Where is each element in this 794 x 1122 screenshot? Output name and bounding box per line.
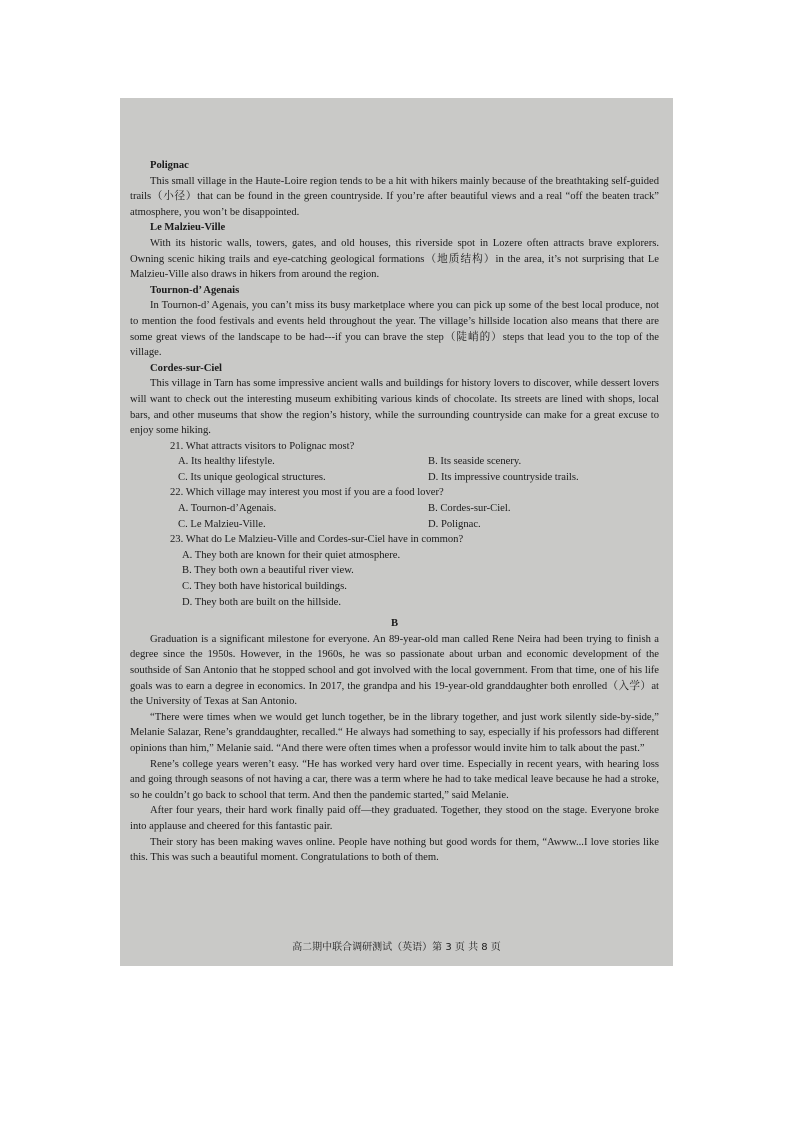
section-paragraph: Graduation is a significant milestone for everyone. An 89-year-old man called Rene Neira had been trying to finish a degree since the 1950s. However, in the 1960s, he was so passionate about urban and economic development of the southside of San Antonio that he stopped school and got involved with the local government. From that time, one of his life goals was to earn a degree in economics. In 2017, the grandpa and his 19-year-old granddaughter both enrolled（入学）at the University of Texas at San Antonio. — [130, 633, 659, 708]
option-a: A. They both are known for their quiet atmosphere. — [182, 549, 401, 561]
section-heading: Le Malzieu-Ville — [150, 222, 226, 234]
option-row — [178, 470, 659, 486]
exam-page — [120, 98, 673, 966]
section-paragraph: This village in Tarn has some impressive ancient walls and buildings for history lovers to discover, while dessert lovers will want to check out the interesting museum exhibiting various kinds of chocolate. Its streets are lined with shops, local bars, and other museums that show the region’s history, while the surrounding countryside can make for a great excuse to enjoy some hiking. — [130, 378, 659, 437]
option-b: B. They both own a beautiful river view. — [182, 565, 354, 577]
option-row — [178, 517, 659, 533]
section-paragraph: After four years, their hard work finally paid off—they graduated. Together, they stood on the stage. Everyone broke into applause and cheered for this fantastic pair. — [130, 805, 659, 832]
section-paragraph: Rene’s college years weren’t easy. “He has worked very hard over time. Especially in recent years, with hearing loss and going through seasons of not having a car, there was a term where he had to take medical leave because he had a stroke, so he couldn’t go back to school that term. And then the pandemic started,” said Melanie. — [130, 758, 659, 801]
question-23 — [130, 532, 659, 610]
section-heading: Polignac — [150, 160, 189, 171]
section-heading: Tournon-d’ Agenais — [150, 284, 240, 296]
section-paragraph: “There were times when we would get lunch together, be in the library together, and just work silently side-by-side,” Melanie Salazar, Rene’s granddaughter, recalled.“ He always had something to say, especially if his professors had different opinions than him,” Melanie said. “And there were often times when a professor would invite him to talk about the past.” — [130, 711, 659, 754]
question-21 — [130, 439, 659, 486]
option-row — [178, 454, 659, 470]
question-stem: 23. What do Le Malzieu-Ville and Cordes-sur-Ciel have in common? — [170, 534, 464, 546]
option-c: C. They both have historical buildings. — [182, 581, 347, 593]
section-paragraph: With its historic walls, towers, gates, and old houses, this riverside spot in Lozere often attracts brave explorers. Owning scenic hiking trails and eye-catching geological formations（地质结构）in the area, it’s not surprising that Le Malzieu-Ville also draws in hikers from around the region. — [130, 237, 659, 281]
question-stem: 22. Which village may interest you most if you are a food lover? — [170, 487, 444, 499]
page-footer: 高二期中联合调研测试（英语）第 3 页 共 8 页 — [292, 942, 501, 954]
passage-a — [130, 158, 659, 439]
option-b: B. Its seaside scenery. — [428, 456, 522, 468]
option-b: B. Cordes-sur-Ciel. — [428, 503, 511, 515]
option-row — [178, 501, 659, 517]
option-a: A. Tournon-d’Agenais. — [178, 503, 277, 515]
option-c: C. Le Malzieu-Ville. — [178, 518, 266, 530]
option-d: D. Its impressive countryside trails. — [428, 471, 579, 483]
option-d: D. They both are built on the hillside. — [182, 596, 341, 608]
passage-b — [130, 632, 659, 866]
option-a: A. Its healthy lifestyle. — [178, 456, 275, 468]
section-paragraph: Their story has been making waves online. People have nothing but good words for them, “Awww...I love stories like this. This was such a beautiful moment. Congratulations to both of them. — [130, 836, 659, 864]
question-22 — [130, 485, 659, 532]
option-c: C. Its unique geological structures. — [178, 471, 326, 483]
question-stem: 21. What attracts visitors to Polignac most? — [170, 440, 355, 452]
section-paragraph: In Tournon-d’ Agenais, you can’t miss its busy marketplace where you can pick up some of the best local produce, not to mention the food festivals and events held throughout the year. The village’s hillside location also means that there are some great views of the landscape to be had---if you can brave the step（陡峭的）steps that lead you to the top of the village. — [130, 300, 659, 359]
section-paragraph: This small village in the Haute-Loire region tends to be a hit with hikers mainly because of the breathtaking self-guided trails（小径）that can be found in the green countryside. If you’re after beautiful views and a real “off the beaten track” atmosphere, you won’t be disappointed. — [130, 175, 659, 218]
option-d: D. Polignac. — [428, 518, 481, 530]
section-b-label: B — [390, 618, 399, 630]
section-heading: Cordes-sur-Ciel — [150, 362, 222, 374]
